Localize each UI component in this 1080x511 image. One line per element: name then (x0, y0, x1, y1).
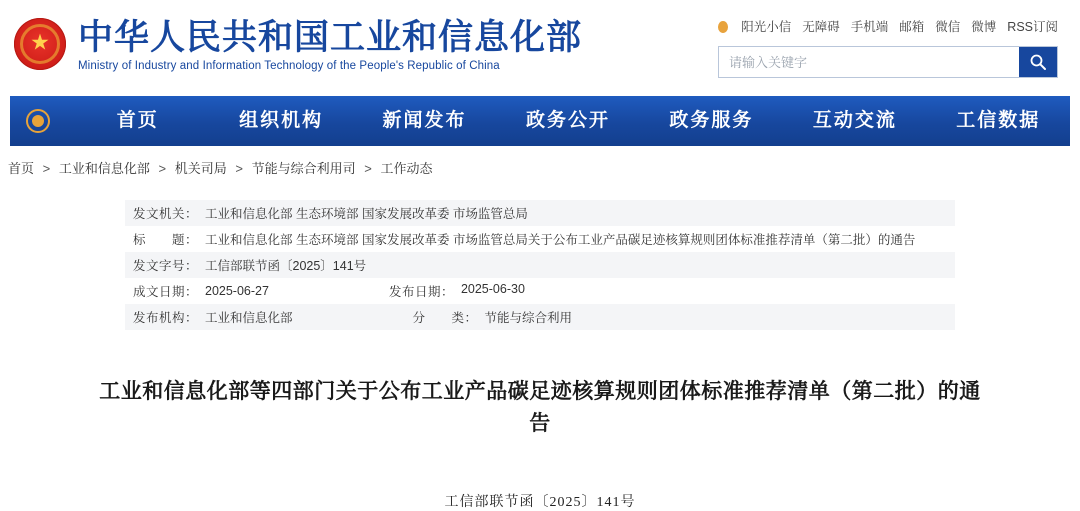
meta-col-publish-date (389, 282, 525, 300)
meta-row-doc-number (125, 252, 955, 278)
meta-value-title: 工业和信息化部 生态环境部 国家发展改革委 市场监管总局关于公布工业产品碳足迹核算规则团体标准推荐清单（第二批）的通告 (205, 233, 916, 247)
article-doc-number: 工信部联节函〔2025〕141号 (444, 495, 636, 510)
meta-label-publish-date: 发布日期： (388, 285, 454, 299)
breadcrumb-separator: > (158, 161, 167, 176)
top-links (718, 16, 1058, 36)
nav-item-news[interactable]: 新闻发布 (382, 110, 467, 131)
nav-item-home[interactable]: 首页 (116, 110, 159, 131)
document-meta-table (125, 200, 955, 330)
sun-icon (718, 21, 728, 33)
meta-label-doc-number: 发文字号： (133, 259, 199, 273)
top-link-mail[interactable]: 邮箱 (899, 20, 925, 34)
search-input[interactable] (719, 47, 1019, 77)
nav-item-interaction[interactable]: 互动交流 (812, 110, 897, 131)
meta-value-publisher: 工业和信息化部 (205, 311, 293, 325)
meta-value-doc-number: 工信部联节函〔2025〕141号 (205, 259, 367, 273)
breadcrumb-item-ministry[interactable]: 工业和信息化部 (58, 161, 150, 176)
meta-row-dates (125, 278, 955, 304)
article-title: 工业和信息化部等四部门关于公布工业产品碳足迹核算规则团体标准推荐清单（第二批）的通告 (99, 380, 981, 435)
breadcrumb-item-departments[interactable]: 机关司局 (174, 161, 227, 176)
breadcrumb-item-updates[interactable]: 工作动态 (380, 161, 433, 176)
meta-label-publisher: 发布机构： (133, 311, 199, 325)
search-button[interactable] (1019, 47, 1057, 77)
nav-items (66, 96, 1070, 146)
breadcrumb-separator: > (235, 161, 243, 176)
search-icon (1029, 53, 1047, 71)
top-link-mobile[interactable]: 手机端 (850, 20, 889, 34)
meta-row-issuing-agency (125, 200, 955, 226)
breadcrumb-separator: > (364, 161, 372, 176)
top-link-accessibility[interactable]: 无障碍 (802, 20, 840, 34)
meta-col-category (413, 308, 573, 326)
ministry-mark-icon (10, 109, 66, 133)
meta-value-category: 节能与综合利用 (484, 311, 573, 325)
top-link-sunshine[interactable]: 阳光小信 (741, 20, 792, 34)
search-bar (718, 46, 1058, 78)
meta-value-issuing-agency: 工业和信息化部 生态环境部 国家发展改革委 市场监管总局 (205, 207, 528, 221)
nav-item-data[interactable]: 工信数据 (956, 110, 1041, 131)
site-title-en: Ministry of Industry and Information Technology of the People's Republic of China (78, 60, 500, 73)
breadcrumb-item-energy-dept[interactable]: 节能与综合利用司 (251, 161, 356, 176)
nav-item-government-affairs[interactable]: 政务公开 (525, 110, 610, 131)
meta-label-category: 分 类： (412, 311, 478, 325)
national-emblem-icon: ★ (14, 18, 66, 70)
breadcrumb (0, 146, 1080, 180)
breadcrumb-item-home[interactable]: 首页 (8, 161, 35, 176)
meta-value-publish-date: 2025-06-30 (460, 282, 525, 296)
top-link-weibo[interactable]: 微博 (971, 20, 997, 34)
meta-label-title: 标 题： (133, 233, 199, 247)
main-nav (10, 96, 1070, 146)
site-title-block (78, 14, 582, 72)
nav-item-government-services[interactable]: 政务服务 (669, 110, 754, 131)
top-link-wechat[interactable]: 微信 (935, 20, 961, 34)
meta-row-publisher (125, 304, 955, 330)
header-right (718, 16, 1058, 78)
site-title-cn: 中华人民共和国工业和信息化部 (78, 18, 583, 57)
meta-row-title (125, 226, 955, 252)
top-link-rss[interactable]: RSS订阅 (1007, 20, 1058, 34)
nav-item-organization[interactable]: 组织机构 (239, 110, 324, 131)
breadcrumb-separator: > (42, 161, 51, 176)
meta-label-written-date: 成文日期： (133, 285, 199, 299)
meta-label-issuing-agency: 发文机关： (133, 207, 199, 221)
meta-value-written-date: 2025-06-27 (205, 284, 269, 298)
site-header (0, 0, 1080, 96)
